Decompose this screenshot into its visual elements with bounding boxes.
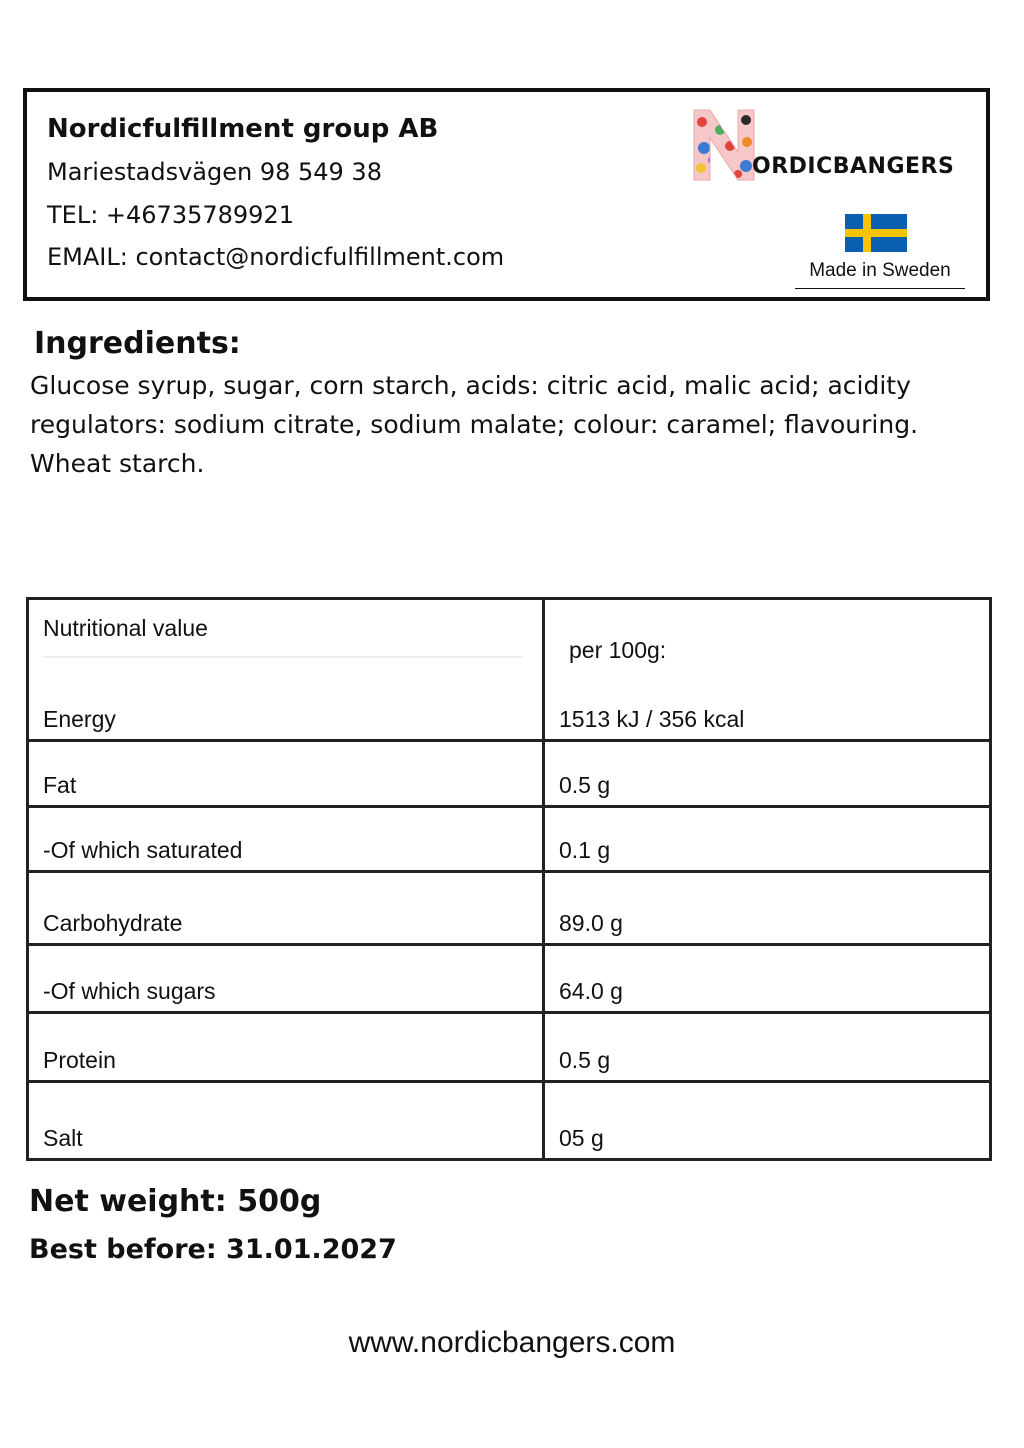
nutrition-row-value: 89.0 g bbox=[544, 872, 991, 945]
company-address: Mariestadsvägen 98 549 38 bbox=[47, 158, 382, 186]
table-row bbox=[28, 872, 991, 945]
nutrition-row-label: Salt bbox=[28, 1082, 544, 1160]
nutrition-row-value: 64.0 g bbox=[544, 945, 991, 1013]
table-row bbox=[28, 741, 991, 807]
nutrition-header-label: Nutritional value bbox=[43, 615, 523, 658]
company-info-box bbox=[23, 88, 990, 301]
ingredients-title: Ingredients: bbox=[34, 326, 241, 361]
nutrition-row-value: 0.1 g bbox=[544, 807, 991, 872]
nutrition-row-label: -Of which sugars bbox=[28, 945, 544, 1013]
nutrition-header-value: per 100g: bbox=[569, 637, 667, 663]
table-row bbox=[28, 1013, 991, 1082]
website-url: www.nordicbangers.com bbox=[348, 1326, 676, 1359]
nordicbangers-logo bbox=[692, 108, 972, 188]
best-before-date: Best before: 31.01.2027 bbox=[29, 1234, 397, 1265]
company-email: EMAIL: contact@nordicfulfillment.com bbox=[47, 243, 505, 271]
company-name: Nordicfulfillment group AB bbox=[47, 114, 439, 144]
nutrition-row-value: 05 g bbox=[544, 1082, 991, 1160]
company-phone: TEL: +46735789921 bbox=[47, 201, 294, 229]
made-in-label: Made in Sweden bbox=[795, 260, 965, 289]
nutrition-row-label: Energy bbox=[43, 706, 116, 732]
ingredients-text: Glucose syrup, sugar, corn starch, acids: citric acid, malic acid; acidity regulators: sodium citrate, sodium malate; colour: caramel; flavouring. Wheat starch. bbox=[30, 371, 919, 478]
nutrition-row-label: -Of which saturated bbox=[28, 807, 544, 872]
nutrition-row-label: Carbohydrate bbox=[28, 872, 544, 945]
net-weight: Net weight: 500g bbox=[29, 1184, 322, 1219]
sweden-flag-icon bbox=[845, 214, 907, 252]
nutrition-row-value: 0.5 g bbox=[544, 1013, 991, 1082]
table-row bbox=[28, 945, 991, 1013]
nutrition-row-label: Protein bbox=[28, 1013, 544, 1082]
nutrition-row-label: Fat bbox=[28, 741, 544, 807]
table-row bbox=[28, 807, 991, 872]
table-row bbox=[28, 1082, 991, 1160]
logo-candy-n-icon bbox=[692, 108, 756, 182]
nutrition-row-value: 0.5 g bbox=[544, 741, 991, 807]
logo-text: ORDICBANGERS bbox=[752, 154, 955, 179]
nutrition-row-value: 1513 kJ / 356 kcal bbox=[559, 706, 745, 732]
table-row bbox=[28, 599, 991, 741]
nutrition-table bbox=[26, 597, 992, 1161]
